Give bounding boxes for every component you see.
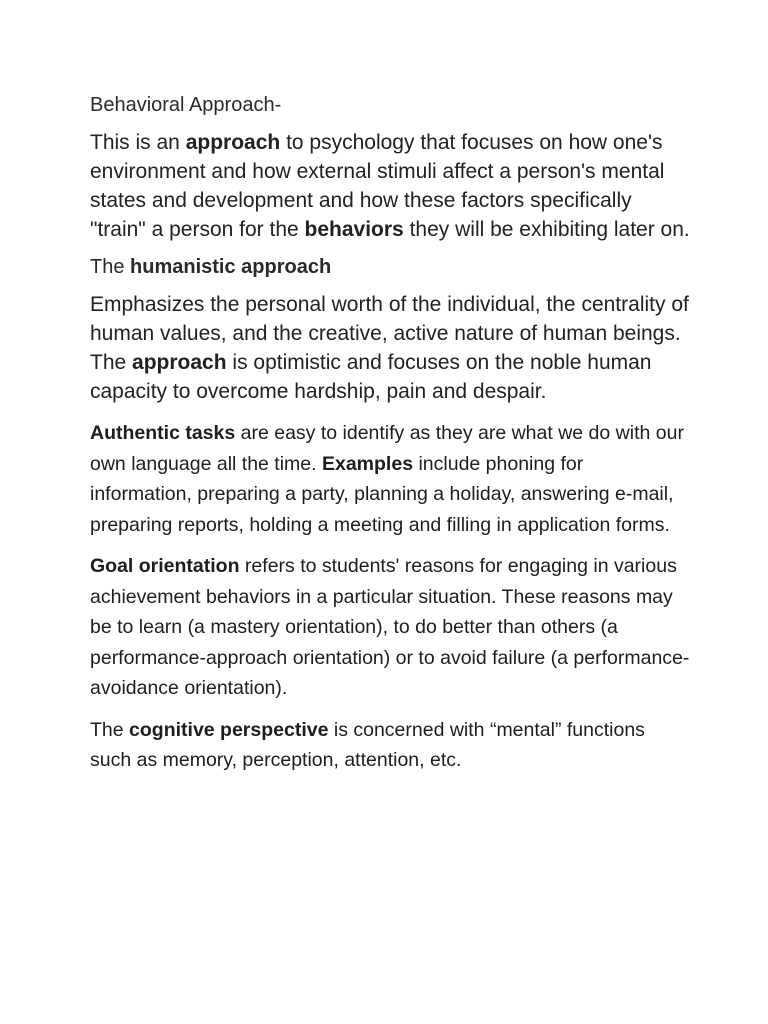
text-run: This is an bbox=[90, 131, 186, 154]
goal-orientation-paragraph bbox=[90, 551, 690, 704]
bold-term-cognitive-perspective: cognitive perspective bbox=[129, 718, 329, 741]
cognitive-perspective-paragraph bbox=[90, 715, 690, 776]
bold-term-approach: approach bbox=[132, 351, 227, 374]
bold-term-approach: approach bbox=[185, 131, 281, 154]
behavioral-heading-text: Behavioral Approach- bbox=[90, 94, 282, 116]
text-run: they will be exhibiting later on. bbox=[403, 218, 690, 241]
heading-plain-text: The bbox=[90, 256, 131, 278]
text-run: The bbox=[90, 718, 130, 741]
text-run: is optimistic and focuses on the noble human capacity to overcome hardship, pain and despair. bbox=[90, 351, 652, 403]
humanistic-approach-paragraph bbox=[90, 290, 690, 406]
text-run: include phoning for information, preparing a party, planning a holiday, answering e-mail, preparing reports, holding a meeting and filling in application forms. bbox=[90, 452, 674, 536]
text-run: Emphasizes the personal worth of the individual, the centrality of human values, and the creative, active nature of human beings. The bbox=[90, 293, 689, 374]
text-run: is concerned with “mental” functions such as memory, perception, attention, etc. bbox=[90, 718, 645, 771]
heading-bold-text: humanistic approach bbox=[130, 256, 332, 278]
bold-term-goal-orientation: Goal orientation bbox=[90, 555, 240, 577]
behavioral-approach-heading bbox=[90, 92, 690, 118]
text-run: refers to students' reasons for engaging in various achievement behaviors in a particular situation. These reasons may be to learn (a mastery orientation), to do better than others (a performance-approach orientation) or to avoid failure (a performance-avoidance orientation). bbox=[90, 555, 690, 699]
authentic-tasks-paragraph bbox=[90, 418, 690, 540]
bold-term-authentic-tasks: Authentic tasks bbox=[90, 422, 236, 444]
bold-term-examples: Examples bbox=[321, 452, 414, 475]
document-body bbox=[90, 92, 690, 787]
bold-term-behaviors: behaviors bbox=[304, 218, 404, 241]
humanistic-approach-heading bbox=[90, 254, 690, 280]
behavioral-approach-paragraph bbox=[90, 128, 690, 244]
text-run: to psychology that focuses on how one's environment and how external stimuli affect a person's mental states and development and how these factors specifically "train" a person for the bbox=[90, 131, 665, 241]
text-run: are easy to identify as they are what we do with our own language all the time. bbox=[90, 422, 684, 475]
